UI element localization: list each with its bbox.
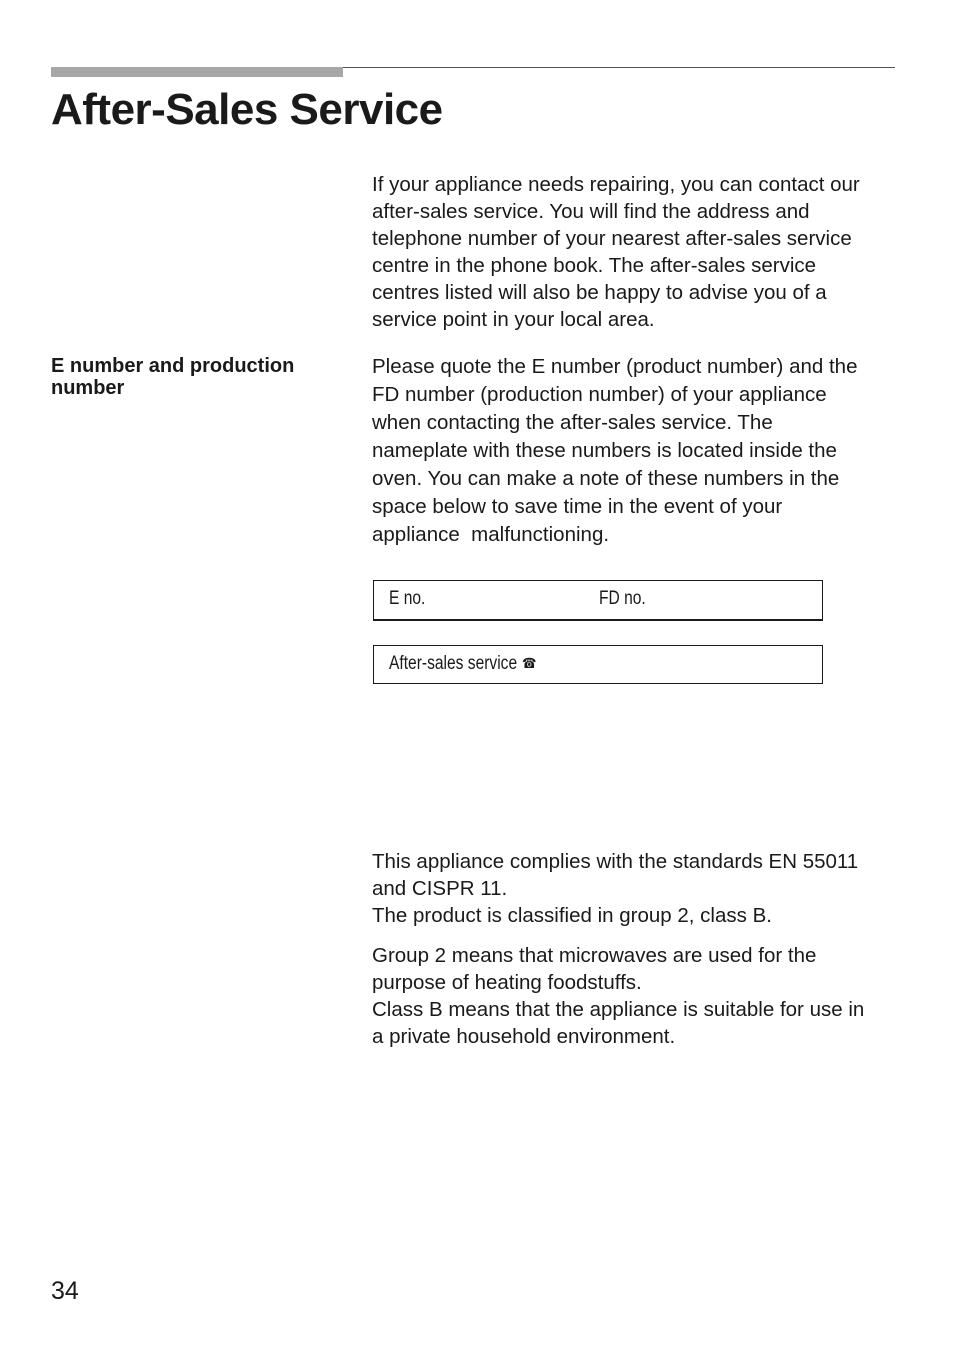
after-sales-service-box: [373, 645, 823, 684]
standards-paragraph-2: [372, 942, 902, 1050]
intro-line: telephone number of your nearest after-sales service: [372, 227, 852, 250]
standards-line: Group 2 means that microwaves are used for the: [372, 944, 817, 967]
e-number-heading-line: E number and production: [51, 355, 295, 377]
header-rule-bar: [51, 67, 343, 77]
fd-no-label: FD no.: [599, 588, 646, 609]
standards-line: The product is classified in group 2, class B.: [372, 904, 772, 927]
e-number-line: oven. You can make a note of these numbers in the: [372, 467, 840, 490]
e-number-line: space below to save time in the event of your: [372, 495, 783, 518]
standards-line: purpose of heating foodstuffs.: [372, 971, 642, 994]
e-number-line: nameplate with these numbers is located inside the: [372, 439, 837, 462]
e-number-line: FD number (production number) of your appliance: [372, 383, 827, 406]
e-number-line: when contacting the after-sales service. The: [372, 411, 773, 434]
e-number-line: Please quote the E number (product number) and the: [372, 355, 858, 378]
after-sales-label-group: [389, 653, 536, 675]
intro-line: centre in the phone book. The after-sales service: [372, 254, 817, 277]
e-number-heading: [51, 355, 351, 399]
e-number-heading-line: number: [51, 377, 125, 399]
after-sales-label: After-sales service: [389, 653, 518, 674]
e-number-paragraph: [372, 353, 902, 549]
standards-line: and CISPR 11.: [372, 877, 508, 900]
standards-line: Class B means that the appliance is suitable for use in: [372, 998, 865, 1021]
e-number-line: appliance malfunctioning.: [372, 523, 610, 546]
e-no-label: E no.: [389, 588, 426, 609]
e-fd-number-box: [373, 580, 823, 621]
intro-paragraph: [372, 171, 902, 333]
page-title: After-Sales Service: [51, 85, 443, 134]
intro-line: If your appliance needs repairing, you can contact our: [372, 173, 860, 196]
intro-line: service point in your local area.: [372, 308, 655, 331]
standards-line: a private household environment.: [372, 1025, 676, 1048]
phone-icon: ☎: [522, 655, 537, 671]
intro-line: after-sales service. You will find the address and: [372, 200, 810, 223]
intro-line: centres listed will also be happy to advise you of a: [372, 281, 827, 304]
standards-paragraph-1: [372, 848, 902, 929]
page-number: 34: [51, 1277, 79, 1305]
standards-line: This appliance complies with the standards EN 55011: [372, 850, 859, 873]
